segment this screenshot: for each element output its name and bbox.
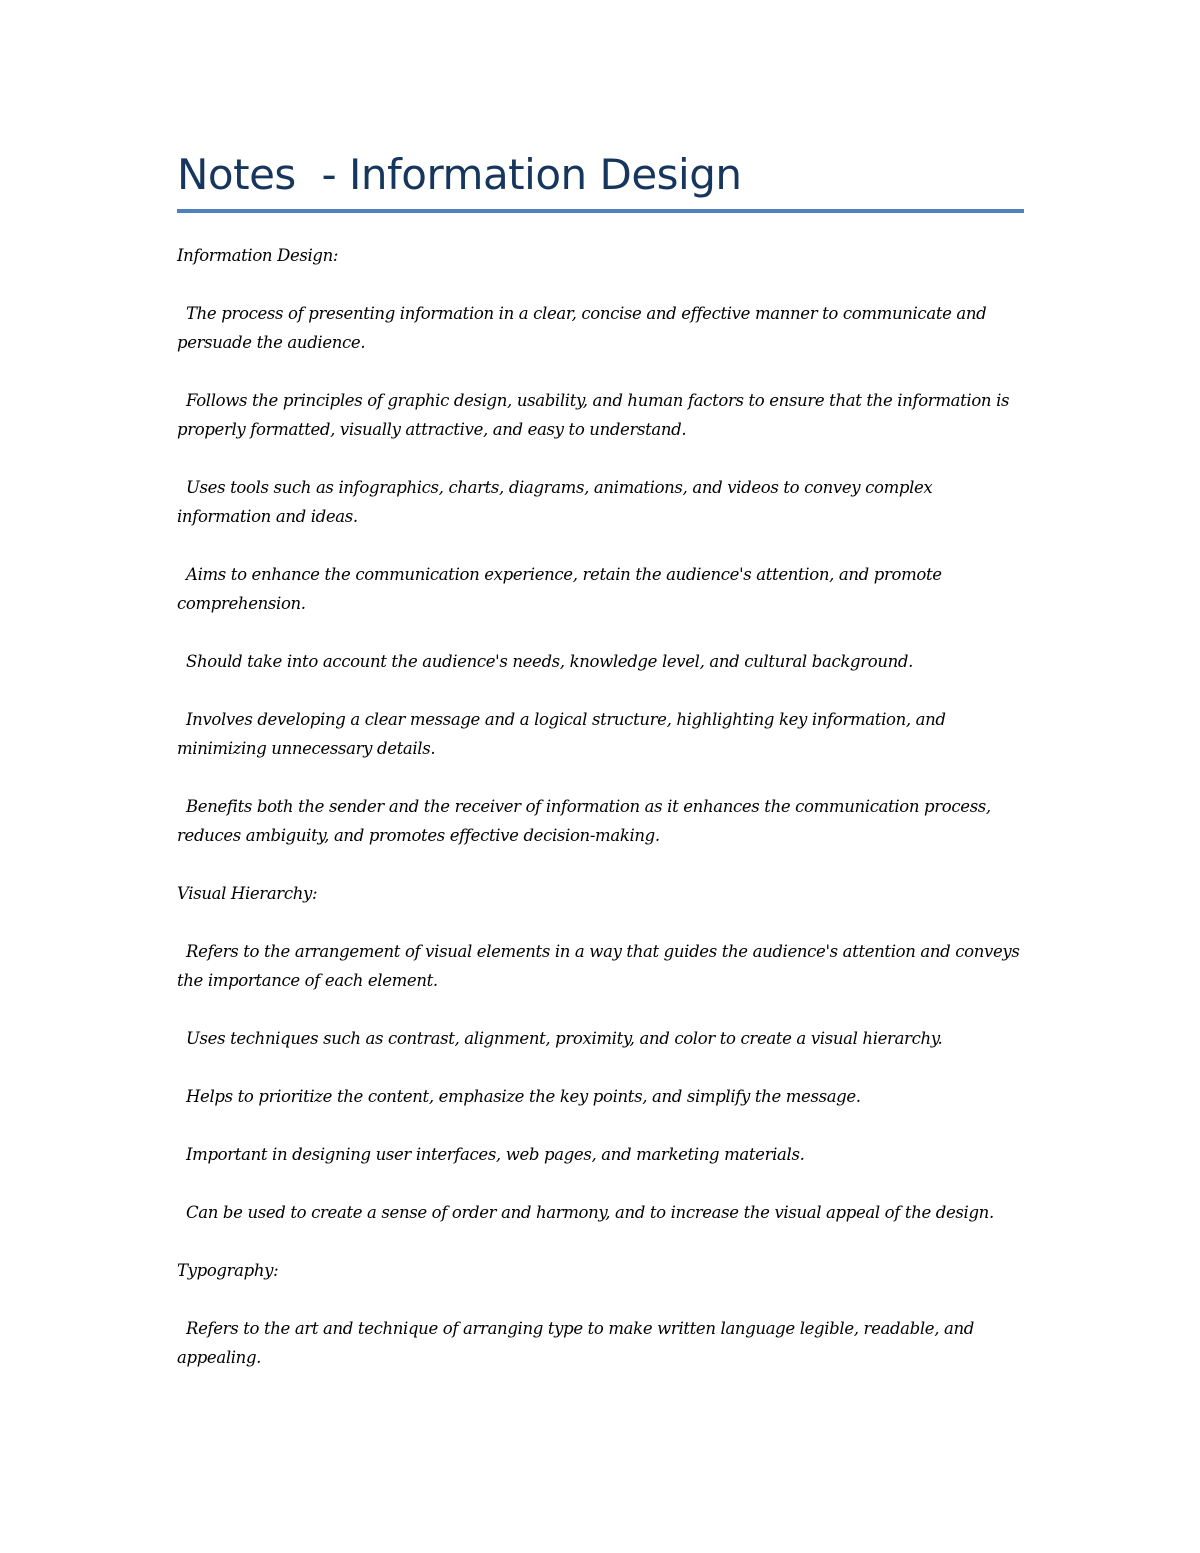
document-body [177, 241, 1027, 1401]
title-underline-rule [177, 209, 1024, 213]
paragraph: Refers to the art and technique of arranging type to make written language legible, readable, and appealing. [177, 1319, 974, 1367]
paragraph: Refers to the arrangement of visual elements in a way that guides the audience's attention and conveys the importance of each element. [177, 942, 1020, 990]
section-heading-information-design: Information Design: [177, 246, 339, 265]
paragraph: The process of presenting information in a clear, concise and effective manner to communicate and persuade the audience. [177, 304, 987, 352]
page-title: Notes - Information Design [177, 150, 742, 199]
paragraph: Follows the principles of graphic design, usability, and human factors to ensure that the information is properly formatted, visually attractive, and easy to understand. [177, 391, 1010, 439]
paragraph: Can be used to create a sense of order and harmony, and to increase the visual appeal of the design. [186, 1203, 994, 1222]
paragraph: Aims to enhance the communication experience, retain the audience's attention, and promote comprehension. [177, 565, 942, 613]
section-heading-visual-hierarchy: Visual Hierarchy: [177, 884, 318, 903]
paragraph: Should take into account the audience's needs, knowledge level, and cultural background. [186, 652, 913, 671]
paragraph: Uses tools such as infographics, charts, diagrams, animations, and videos to convey complex information and ideas. [177, 478, 933, 526]
paragraph: Involves developing a clear message and a logical structure, highlighting key information, and minimizing unnecessary details. [177, 710, 946, 758]
paragraph: Uses techniques such as contrast, alignment, proximity, and color to create a visual hierarchy. [186, 1029, 943, 1048]
paragraph: Benefits both the sender and the receiver of information as it enhances the communication process, reduces ambiguity, and promotes effective decision-making. [177, 797, 991, 845]
paragraph: Helps to prioritize the content, emphasize the key points, and simplify the message. [186, 1087, 861, 1106]
section-heading-typography: Typography: [177, 1261, 279, 1280]
paragraph: Important in designing user interfaces, web pages, and marketing materials. [186, 1145, 805, 1164]
